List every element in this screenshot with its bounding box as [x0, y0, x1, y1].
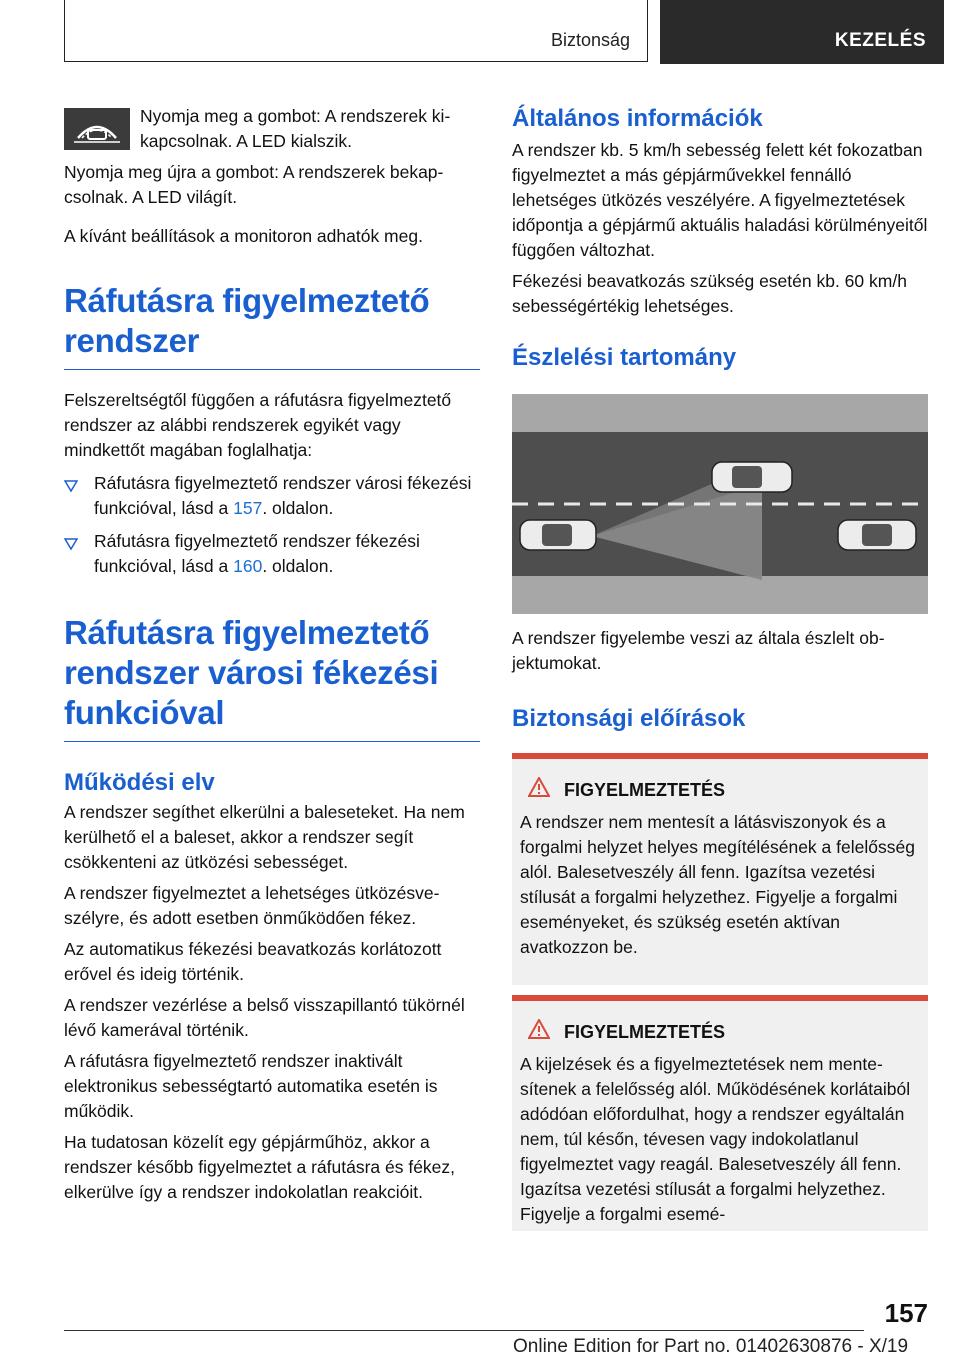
own-car-icon	[520, 520, 596, 550]
footer-divider	[64, 1330, 864, 1331]
warning-box-1	[512, 753, 928, 985]
bullet-suffix: . oldalon.	[262, 498, 334, 518]
warning-box-2	[512, 995, 928, 1231]
heading-eszlelesi: Észlelési tartomány	[512, 344, 737, 371]
warning-title: FIGYELMEZTETÉS	[564, 1022, 726, 1042]
car-ahead-icon	[712, 462, 792, 492]
bullet-text: Ráfutásra figyelmeztető rendszer fékezési funkcióval, lásd a	[94, 531, 420, 576]
warning-title: FIGYELMEZTETÉS	[564, 780, 726, 800]
subheading-mukodesi-elv: Működési elv	[64, 769, 215, 796]
figure-caption: A rendszer figyelembe veszi az általa észlelt objektumokat.	[512, 628, 885, 673]
list-item	[64, 471, 480, 521]
triangle-bullet-icon	[64, 533, 78, 558]
paragraph: A ráfutásra figyelmeztető rendszer inaktivált elektronikus sebességtartó automatika esetén is működik.	[64, 1051, 438, 1121]
paragraph-on: Nyomja meg újra a gombot: A rendszerek bekapcsolnak. A LED világít.	[64, 162, 444, 207]
triangle-bullet-icon	[64, 475, 78, 500]
bullet-text: Ráfutásra figyelmeztető rendszer városi fékezési funkcióval, lásd a	[94, 473, 472, 518]
paragraph-settings: A kívánt beállítások a monitoron adhatók meg.	[64, 226, 423, 246]
paragraph: A rendszer vezérlése a belső visszapillantó tükörnél lévő kamerával történik.	[64, 995, 465, 1040]
left-column	[64, 0, 480, 1205]
paragraph: Fékezési beavatkozás szükség esetén kb. 60 km/h sebességértékig lehetséges.	[512, 271, 907, 316]
warning-triangle-icon	[528, 1019, 550, 1046]
heading-varosi-fekezes: Ráfutásra figyelmeztető rendszer városi fékezési funkcióval	[64, 613, 480, 742]
page-number: 157	[884, 1298, 928, 1328]
detection-range-figure	[512, 394, 928, 614]
warning-triangle-icon	[528, 777, 550, 804]
paragraph: Az automatikus fékezési beavatkozás korlátozott erővel és ideig történik.	[64, 939, 442, 984]
paragraph: A rendszer figyelmeztet a lehetséges ütközésveszélyre, és adott esetben önműködően fékez.	[64, 883, 440, 928]
warning-text: A rendszer nem mentesít a látásviszonyok és a forgalmi helyzet helyes megítélésének a felelősség alól. Balesetveszély áll fenn. Igazítsa vezetési stílusát a forgalmi helyzethez. Figyelje a forgalmi eseményeket, és szükség esetén aktívan avatkozzon be.	[520, 812, 915, 957]
footer-edition: Online Edition for Part no. 01402630876 - X/19	[513, 1336, 909, 1357]
heading-rafutas: Ráfutásra figyelmeztető rendszer	[64, 281, 480, 370]
paragraph: A rendszer kb. 5 km/h sebesség felett két fokozatban figyelmeztet a más gépjárművekkel fennálló lehetséges ütközés veszélyére. A figyelmeztetések időpontja a gépjármű aktuális haladási körülményeitől függően változhat.	[512, 140, 928, 260]
page-link-160[interactable]: 160	[233, 556, 263, 576]
car-front-icon	[838, 520, 916, 550]
paragraph: A rendszer segíthet elkerülni a baleseteket. Ha nem kerülhető el a baleset, akkor a rendszer segít csökkenteni az ütközési sebességet.	[64, 802, 465, 872]
heading-altalanos: Általános információk	[512, 105, 763, 132]
page-link-157[interactable]: 157	[233, 498, 263, 518]
header-section-title: Biztonság	[550, 30, 630, 50]
list-item	[64, 529, 480, 579]
bullet-suffix: . oldalon.	[262, 556, 334, 576]
warning-text: A kijelzések és a figyelmeztetések nem mentesítenek a felelősség alól. Működésének korlátaiból adódóan előfordulhat, hogy a rendszer egyáltalán nem, túl későn, tévesen vagy indokolatlanul figyelmeztet vagy reagál. Balesetveszély áll fenn. Igazítsa vezetési stílusát a forgalmi helyzethez. Figyelje a forgalmi esemé-	[520, 1054, 911, 1224]
paragraph: Ha tudatosan közelít egy gépjárműhöz, akkor a rendszer később figyelmeztet a ráfutásra és fékez, elkerülve így a rendszer indokolatlan reakcióit.	[64, 1132, 456, 1202]
intro-paragraph: Felszereltségtől függően a ráfutásra figyelmeztető rendszer az alábbi rendszerek egyikét vagy mindkettőt magában foglalhatja:	[64, 390, 452, 460]
header-chapter-tab: KEZELÉS	[660, 0, 944, 64]
button-instruction: Nyomja meg a gombot: A rendszerek kikapcsolnak. A LED kialszik.	[140, 106, 451, 151]
right-column	[512, 0, 928, 373]
right-column-lower	[512, 626, 928, 734]
heading-biztonsagi: Biztonsági előírások	[512, 705, 746, 732]
